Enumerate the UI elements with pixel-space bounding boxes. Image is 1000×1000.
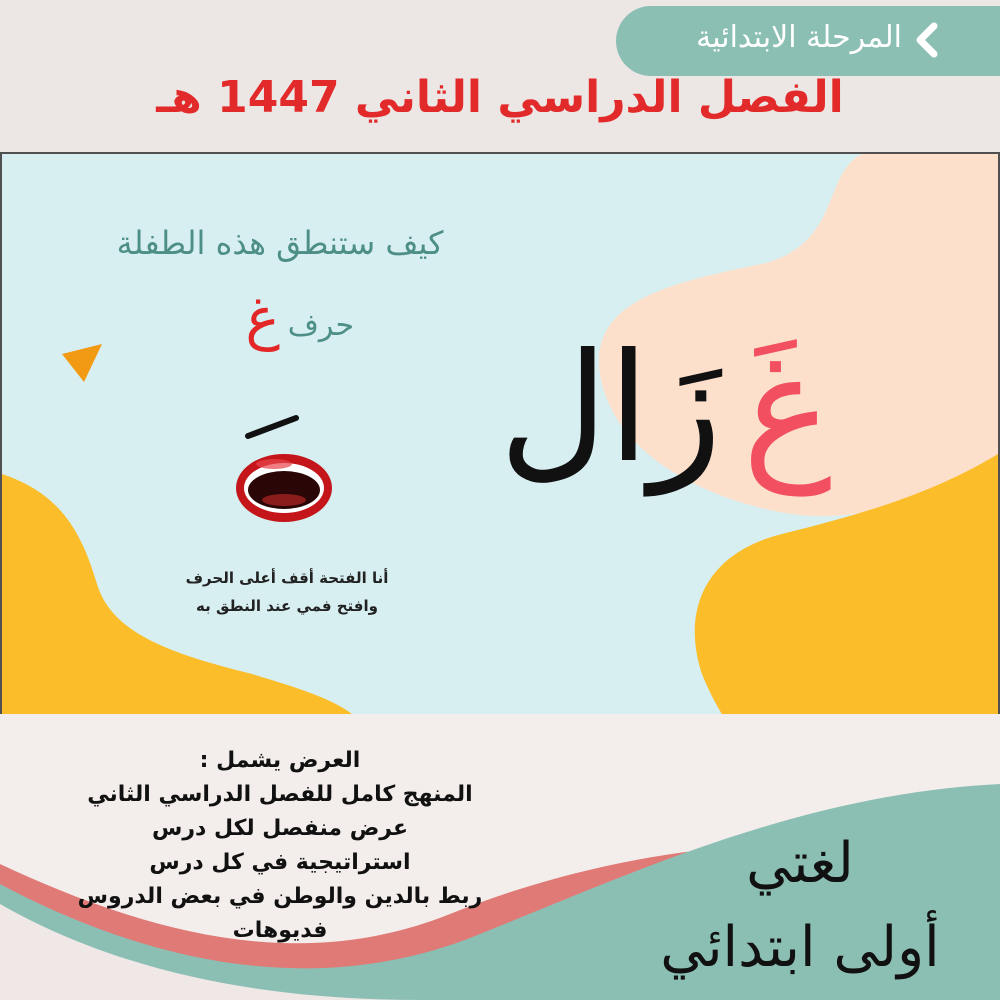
caption-line: أنا الفتحة أقف أعلى الحرف	[185, 569, 389, 587]
example-word	[498, 322, 842, 514]
subject-line2: أولى ابتدائي	[660, 915, 940, 980]
feature-item: المنهج كامل للفصل الدراسي الثاني	[87, 782, 473, 807]
page-title: الفصل الدراسي الثاني 1447 هـ	[156, 72, 844, 123]
fatha-caption	[152, 564, 422, 620]
subject-line1: لغتي	[746, 831, 854, 896]
feature-item: فديوهات	[232, 918, 328, 943]
stage-label: المرحلة الابتدائية	[696, 20, 902, 55]
caption-line: وافتح فمي عند النطق به	[196, 597, 378, 615]
feature-item: ربط بالدين والوطن في بعض الدروس	[77, 884, 483, 909]
letter-row	[202, 282, 372, 362]
stage-pill[interactable]	[616, 6, 1000, 76]
features-heading: العرض يشمل :	[199, 748, 361, 773]
subject-title	[640, 822, 960, 990]
slide-preview	[0, 152, 1000, 716]
feature-item: استراتيجية في كل درس	[149, 850, 411, 875]
open-mouth-icon	[234, 450, 334, 528]
word-first-letter: غَ	[742, 322, 832, 496]
chevron-left-icon	[908, 20, 948, 60]
triangle-decoration-icon	[62, 344, 106, 388]
slide-question: كيف ستنطق هذه الطفلة	[116, 224, 444, 262]
fatha-mark	[242, 412, 302, 442]
features-list	[60, 744, 500, 948]
harf-label: حرف	[287, 308, 354, 343]
word-rest: زَال	[498, 322, 722, 496]
harf-letter: غ	[245, 284, 280, 352]
feature-item: عرض منفصل لكل درس	[151, 816, 409, 841]
